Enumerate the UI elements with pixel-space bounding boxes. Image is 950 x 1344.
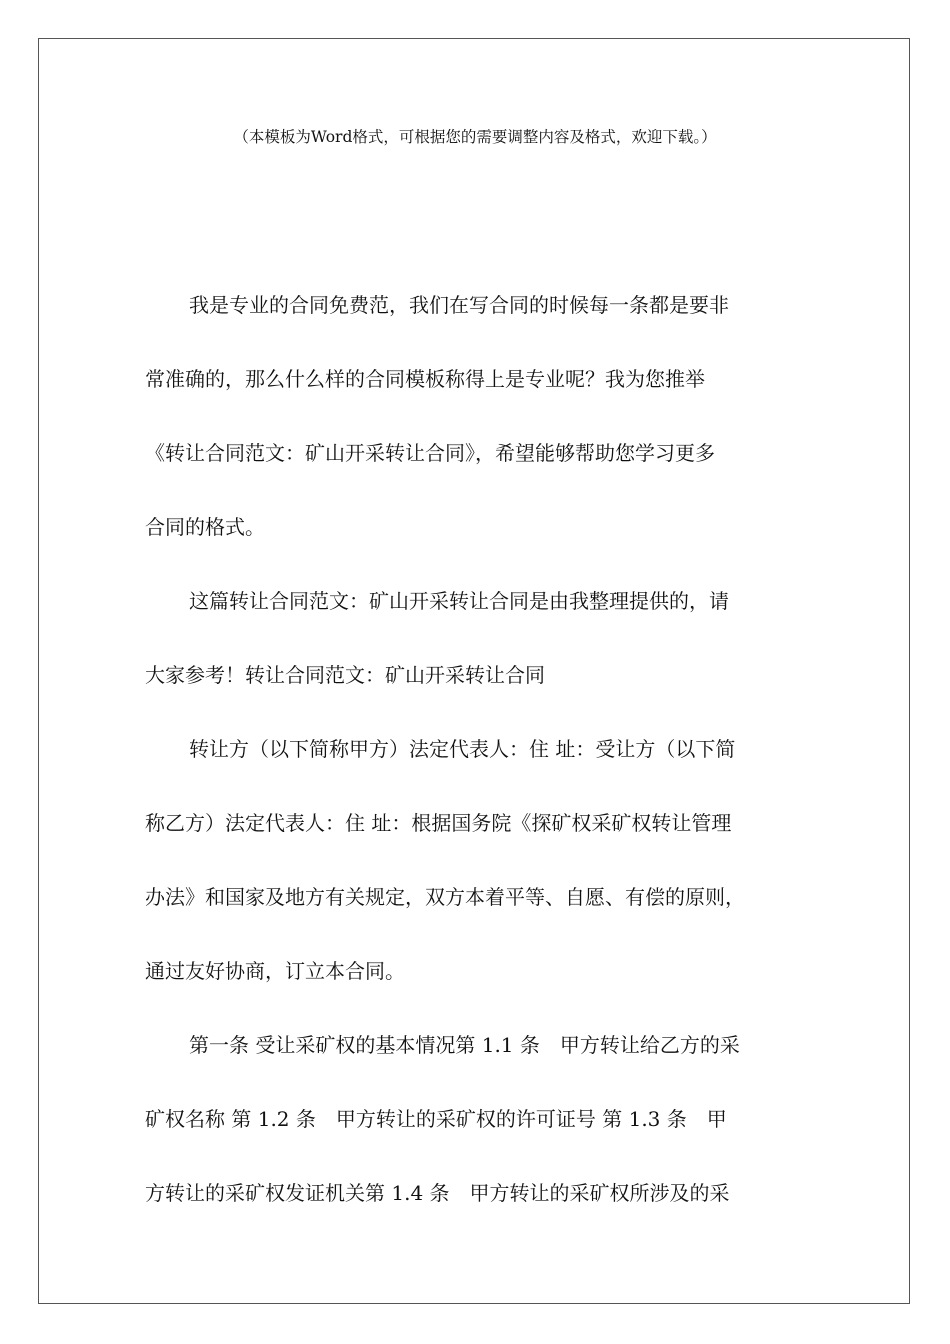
paragraph-reference <box>145 564 815 712</box>
text-line: 转让方（以下简称甲方）法定代表人：住 址：受让方（以下简 <box>189 737 736 761</box>
text-line: 矿权名称 第 1.2 条 甲方转让的采矿权的许可证号 第 1.3 条 甲 <box>145 1107 727 1131</box>
text-line: 方转让的采矿权发证机关第 1.4 条 甲方转让的采矿权所涉及的采 <box>145 1181 730 1205</box>
paragraph-article-one <box>145 1008 815 1230</box>
paragraph-parties <box>145 712 815 1008</box>
text-line: 大家参考！转让合同范文：矿山开采转让合同 <box>145 663 545 687</box>
text-line: 常准确的，那么什么样的合同模板称得上是专业呢？我为您推举 <box>145 367 705 391</box>
text-line: 称乙方）法定代表人：住 址：根据国务院《探矿权采矿权转让管理 <box>145 811 732 835</box>
text-line: 合同的格式。 <box>145 515 265 539</box>
text-line: 这篇转让合同范文：矿山开采转让合同是由我整理提供的，请 <box>189 589 729 613</box>
text-line: 第一条 受让采矿权的基本情况第 1.1 条 甲方转让给乙方的采 <box>189 1033 740 1057</box>
document-body <box>145 268 815 1230</box>
paragraph-intro <box>145 268 815 564</box>
text-line: 办法》和国家及地方有关规定，双方本着平等、自愿、有偿的原则， <box>145 885 745 909</box>
text-line: 通过友好协商，订立本合同。 <box>145 959 405 983</box>
template-note: （本模板为Word格式，可根据您的需要调整内容及格式，欢迎下载。） <box>233 128 717 146</box>
text-line: 我是专业的合同免费范，我们在写合同的时候每一条都是要非 <box>189 293 729 317</box>
text-line: 《转让合同范文：矿山开采转让合同》，希望能够帮助您学习更多 <box>145 441 715 465</box>
